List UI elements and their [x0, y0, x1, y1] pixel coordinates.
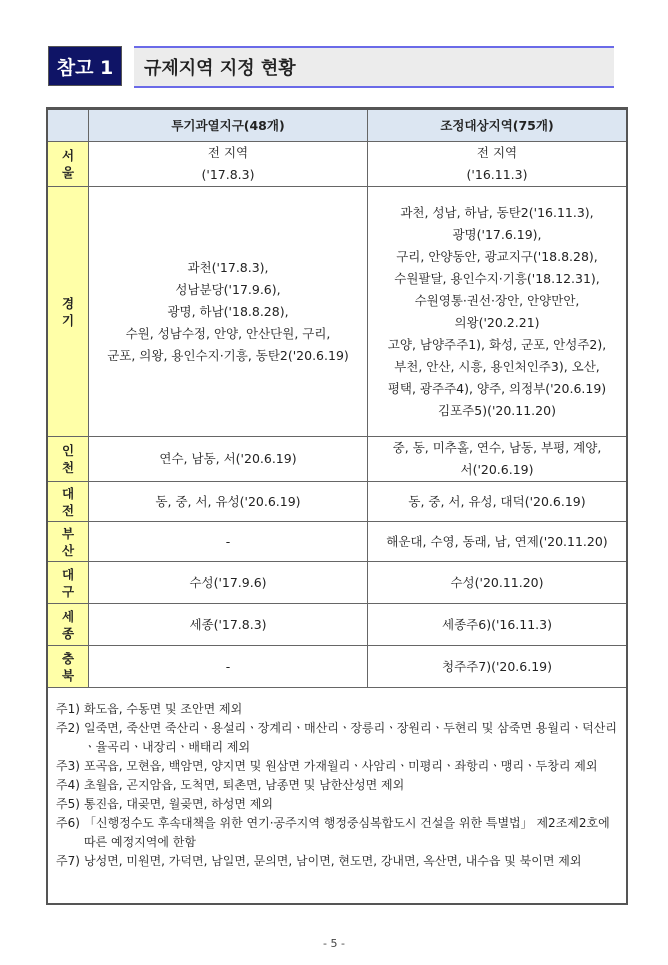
cell-line: 광명('17.6.19), — [452, 226, 542, 242]
cell-line: 평택, 광주주4), 양주, 의정부('20.6.19) — [387, 380, 607, 396]
table-row — [48, 604, 626, 646]
speculative-cell — [89, 437, 368, 482]
cell-line: 전 지역 — [476, 145, 518, 160]
footnote — [56, 757, 618, 776]
col-header-speculative: 투기과열지구(48개) — [89, 110, 368, 142]
table-row — [48, 562, 626, 604]
footnote — [56, 795, 618, 814]
adjusted-cell — [368, 187, 627, 437]
cell-line: ('17.8.3) — [201, 167, 255, 182]
page-number: - 5 - — [323, 937, 345, 950]
cell-line: 과천('17.8.3), — [187, 259, 269, 275]
footnote — [56, 776, 618, 795]
cell-line: 성남분당('17.9.6), — [175, 281, 281, 297]
cell-line: 군포, 의왕, 용인수지·기흥, 동탄2('20.6.19) — [107, 347, 349, 363]
cell-line: 동, 중, 서, 유성('20.6.19) — [155, 493, 301, 509]
footnote-text: 일죽면, 죽산면 죽산리ㆍ용설리ㆍ장계리ㆍ매산리ㆍ장릉리ㆍ장원리ㆍ두현리 및 삼죽면 용월리ㆍ덕산리ㆍ율곡리ㆍ내장리ㆍ배태리 제외 — [84, 721, 617, 754]
region-label: 인 천 — [48, 437, 89, 482]
table-row — [48, 437, 626, 482]
cell-line: - — [225, 533, 231, 549]
cell-line: 수원영통·권선·장안, 안양만안, — [414, 292, 580, 308]
cell-line: - — [225, 658, 231, 674]
cell-line: 청주주7)('20.6.19) — [442, 658, 552, 674]
adjusted-cell — [368, 482, 627, 522]
footnote-text: 화도읍, 수동면 및 조안면 제외 — [84, 702, 243, 716]
speculative-cell — [89, 562, 368, 604]
footnote-key: 주1) — [56, 702, 80, 716]
table-row — [48, 142, 626, 187]
cell-line: 세종('17.8.3) — [189, 616, 267, 632]
cell-line: 중, 동, 미추홀, 연수, 남동, 부평, 계양, — [392, 440, 602, 455]
cell-line: 수성('17.9.6) — [189, 574, 267, 590]
adjusted-cell — [368, 646, 627, 688]
footnote-key: 주3) — [56, 759, 80, 773]
cell-line: 동, 중, 서, 유성, 대덕('20.6.19) — [408, 493, 586, 509]
cell-line: 수성('20.11.20) — [450, 574, 544, 590]
footnote-text: 「신행정수도 후속대책을 위한 연기·공주지역 행정중심복합도시 건설을 위한 특별법」 제2조제2호에 따른 예정지역에 한함 — [84, 816, 610, 849]
cell-line: 과천, 성남, 하남, 동탄2('16.11.3), — [400, 204, 594, 220]
regulation-table-box — [46, 107, 628, 905]
region-label: 충 북 — [48, 646, 89, 688]
adjusted-cell — [368, 562, 627, 604]
table-row — [48, 482, 626, 522]
cell-line: 부천, 안산, 시흥, 용인처인주3), 오산, — [394, 358, 600, 374]
footnote-key: 주6) — [56, 816, 80, 830]
cell-line: 김포주5)('20.11.20) — [438, 402, 556, 418]
col-header-adjusted: 조정대상지역(75개) — [368, 110, 627, 142]
reference-badge: 참고 1 — [48, 46, 122, 86]
region-label: 부 산 — [48, 522, 89, 562]
cell-line: 서('20.6.19) — [460, 462, 534, 477]
cell-line: 세종주6)('16.11.3) — [442, 616, 552, 632]
footnote-key: 주7) — [56, 854, 80, 868]
regulation-table — [48, 110, 626, 688]
footnote-key: 주2) — [56, 721, 80, 735]
cell-line: 해운대, 수영, 동래, 남, 연제('20.11.20) — [386, 533, 608, 549]
cell-line: 고양, 남양주주1), 화성, 군포, 안성주2), — [387, 336, 607, 352]
footnote — [56, 852, 618, 871]
cell-line: 구리, 안양동안, 광교지구('18.8.28), — [396, 248, 598, 264]
footnote-text: 포곡읍, 모현읍, 백암면, 양지면 및 원삼면 가재월리ㆍ사암리ㆍ미평리ㆍ좌항리ㆍ맹리ㆍ두창리 제외 — [84, 759, 598, 773]
adjusted-cell — [368, 522, 627, 562]
cell-line: 수원팔달, 용인수지·기흥('18.12.31), — [394, 270, 600, 286]
footnote — [56, 719, 618, 757]
adjusted-cell — [368, 604, 627, 646]
speculative-cell — [89, 522, 368, 562]
table-row — [48, 522, 626, 562]
cell-line: 수원, 성남수정, 안양, 안산단원, 구리, — [125, 325, 331, 341]
adjusted-cell — [368, 142, 627, 187]
cell-line: 광명, 하남('18.8.28), — [167, 303, 289, 319]
footnote-key: 주5) — [56, 797, 80, 811]
region-label: 서 울 — [48, 142, 89, 187]
region-label: 경 기 — [48, 187, 89, 437]
footnote-text: 초월읍, 곤지암읍, 도척면, 퇴촌면, 남종면 및 남한산성면 제외 — [84, 778, 405, 792]
adjusted-cell — [368, 437, 627, 482]
speculative-cell — [89, 604, 368, 646]
cell-line: 의왕('20.2.21) — [454, 314, 540, 330]
cell-line: 전 지역 — [207, 145, 249, 160]
footnote-key: 주4) — [56, 778, 80, 792]
footnote-text: 통진읍, 대곶면, 월곶면, 하성면 제외 — [84, 797, 273, 811]
region-label: 대 구 — [48, 562, 89, 604]
cell-line: ('16.11.3) — [466, 167, 528, 182]
cell-line: 연수, 남동, 서('20.6.19) — [159, 451, 297, 466]
table-row — [48, 187, 626, 437]
region-label: 대 전 — [48, 482, 89, 522]
page-title-text: 규제지역 지정 현황 — [144, 58, 296, 79]
footnote — [56, 814, 618, 852]
col-header-region — [48, 110, 89, 142]
speculative-cell — [89, 142, 368, 187]
speculative-cell — [89, 646, 368, 688]
speculative-cell — [89, 187, 368, 437]
region-label: 세 종 — [48, 604, 89, 646]
table-row — [48, 646, 626, 688]
footnotes — [48, 688, 626, 871]
footnote-text: 낭성면, 미원면, 가덕면, 남일면, 문의면, 남이면, 현도면, 강내면, 옥산면, 내수읍 및 북이면 제외 — [84, 854, 582, 868]
footnote — [56, 700, 618, 719]
speculative-cell — [89, 482, 368, 522]
page-title — [134, 46, 614, 88]
